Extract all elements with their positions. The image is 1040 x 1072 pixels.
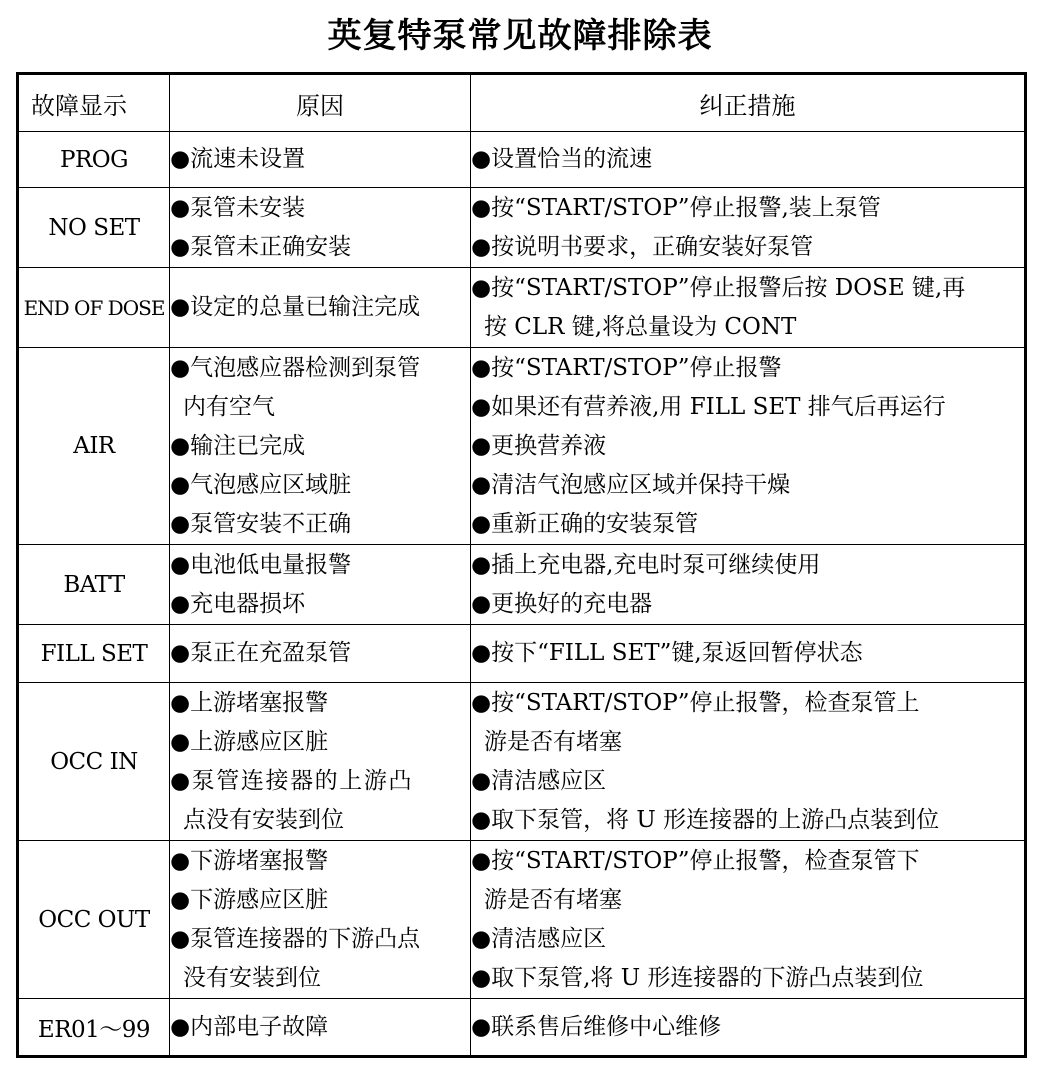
cause-line: ●泵管未正确安装 [170,233,352,260]
remedy-line: 游是否有堵塞 [484,886,622,913]
fault-code: PROG [18,132,170,188]
remedy-line: ●按说明书要求，正确安装好泵管 [471,233,814,260]
remedy-cell [471,625,1026,683]
cause-cell [170,132,471,188]
remedy-line: ●按“START/STOP”停止报警后按 DOSE 键,再 [471,274,966,301]
cause-cell [170,188,471,268]
cause-line: ●泵管连接器的上游凸 [170,767,414,794]
remedy-cell [471,132,1026,188]
header-cause: 原因 [170,74,471,132]
cause-line: 点没有安装到位 [183,806,344,833]
remedy-cell [471,841,1026,999]
remedy-line: ●设置恰当的流速 [471,146,653,172]
cause-line: ●电池低电量报警 [170,551,352,578]
page-title: 英复特泵常见故障排除表 [327,16,713,56]
remedy-line: ●按下“FILL SET”键,泵返回暂停状态 [471,640,863,666]
cause-cell [170,841,471,999]
cause-line: ●上游堵塞报警 [170,689,329,716]
remedy-line: ●更换好的充电器 [471,590,653,617]
cause-cell [170,683,471,841]
fault-code: OCC IN [18,683,170,841]
remedy-cell [471,545,1026,625]
cause-line: ●气泡感应器检测到泵管 [170,354,421,381]
remedy-cell [471,999,1026,1057]
troubleshooting-table [16,72,1027,1058]
remedy-line: ●重新正确的安装泵管 [471,510,699,537]
cause-cell [170,268,471,348]
remedy-line: ●按“START/STOP”停止报警，检查泵管上 [471,689,920,716]
fault-code: END OF DOSE [18,268,170,348]
remedy-line: ●更换营养液 [471,432,607,459]
cause-line: ●下游堵塞报警 [170,847,329,874]
cause-line: ●输注已完成 [170,432,306,459]
remedy-cell [471,268,1026,348]
cause-cell [170,545,471,625]
remedy-line: ●清洁气泡感应区域并保持干燥 [471,471,791,498]
fault-code: NO SET [18,188,170,268]
cause-line: ●内部电子故障 [170,1013,329,1040]
table-row [18,683,1026,841]
remedy-cell [471,188,1026,268]
fault-code: ER01～99 [18,999,170,1057]
table-row [18,268,1026,348]
table-row [18,625,1026,683]
remedy-line: ●按“START/STOP”停止报警 [471,354,782,381]
fault-code: FILL SET [18,625,170,683]
cause-line: 内有空气 [183,393,275,420]
table-row [18,999,1026,1057]
cause-line: ●泵管连接器的下游凸点 [170,925,421,952]
remedy-line: ●取下泵管,将 U 形连接器的下游凸点装到位 [471,964,924,991]
remedy-line: ●清洁感应区 [471,767,607,794]
remedy-line: 按 CLR 键,将总量设为 CONT [484,313,797,340]
cause-cell [170,348,471,545]
remedy-line: 游是否有堵塞 [484,728,622,755]
cause-line: ●泵管未安装 [170,194,306,221]
remedy-line: ●插上充电器,充电时泵可继续使用 [471,551,821,578]
fault-code: BATT [18,545,170,625]
cause-cell [170,999,471,1057]
table-row [18,132,1026,188]
fault-code: AIR [18,348,170,545]
table-header-row [18,74,1026,132]
table-row [18,348,1026,545]
remedy-line: ●清洁感应区 [471,925,607,952]
cause-cell [170,625,471,683]
table-row [18,545,1026,625]
remedy-line: ●如果还有营养液,用 FILL SET 排气后再运行 [471,393,946,420]
cause-line: ●泵管安装不正确 [170,510,352,537]
remedy-cell [471,683,1026,841]
remedy-line: ●按“START/STOP”停止报警,装上泵管 [471,194,881,221]
fault-code: OCC OUT [18,841,170,999]
remedy-line: ●按“START/STOP”停止报警，检查泵管下 [471,847,920,874]
table-row [18,841,1026,999]
cause-line: ●泵正在充盈泵管 [170,640,352,666]
cause-line: ●气泡感应区域脏 [170,471,352,498]
table-row [18,188,1026,268]
header-remedy: 纠正措施 [471,74,1026,132]
cause-line: ●充电器损坏 [170,590,306,617]
remedy-line: ●联系售后维修中心维修 [471,1013,722,1040]
header-fault-display: 故障显示 [18,74,170,132]
remedy-cell [471,348,1026,545]
remedy-line: ●取下泵管，将 U 形连接器的上游凸点装到位 [471,806,940,833]
cause-line: ●上游感应区脏 [170,728,329,755]
cause-line: ●流速未设置 [170,146,306,172]
cause-line: ●下游感应区脏 [170,886,329,913]
cause-line: 没有安装到位 [183,964,321,991]
cause-line: ●设定的总量已输注完成 [170,294,421,320]
